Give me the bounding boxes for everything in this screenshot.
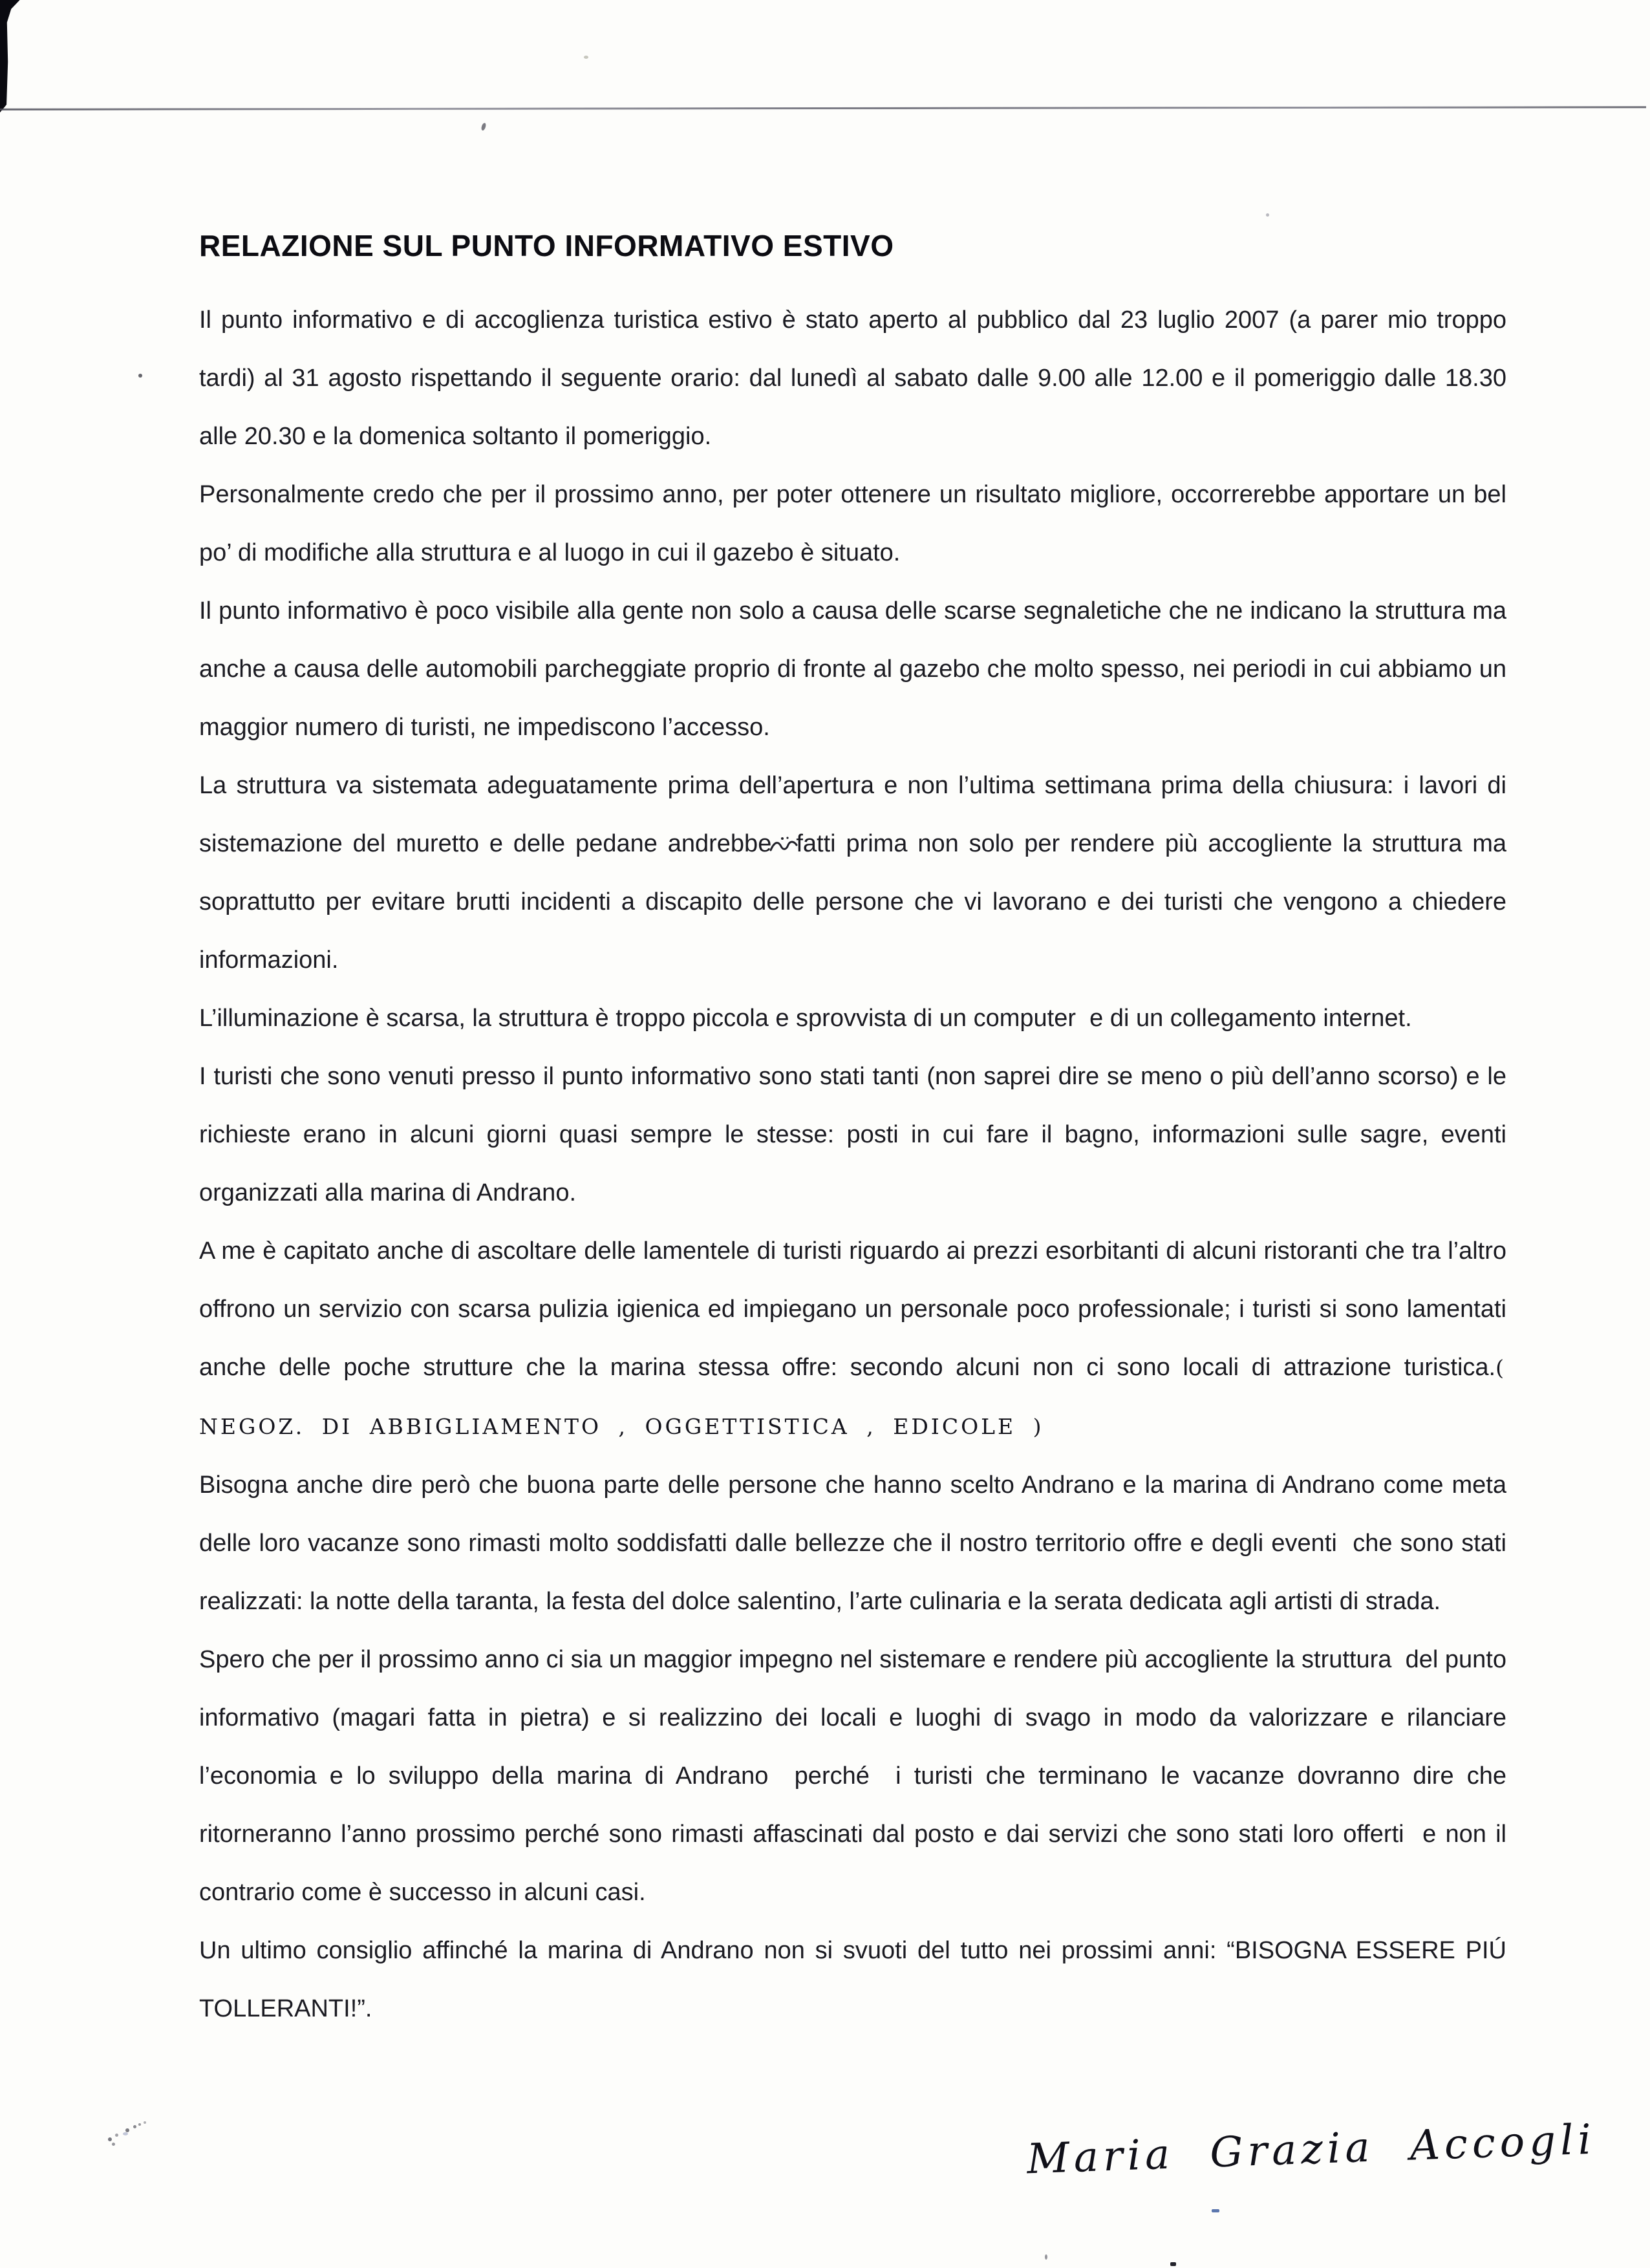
scan-speck [138, 2123, 141, 2126]
scan-speck [1212, 2209, 1219, 2212]
scan-speck [115, 2134, 118, 2137]
paragraph-complaints [199, 1222, 1524, 1456]
scan-speck [112, 2143, 115, 2146]
scan-artifact-top-line [0, 106, 1646, 111]
scan-speck [1170, 2262, 1176, 2266]
paragraph-visibility-issues: Il punto informativo è poco visibile alla gente non solo a causa delle scarse segnaletiche che ne indicano la struttura ma anche a causa delle automobili parcheggiate proprio di fronte al gazebo che molto spesso, nei periodi in cui abbiamo un maggior numero di turisti, ne impediscono l’accesso. [199, 597, 1514, 741]
scan-speck [123, 2132, 128, 2135]
document-body [199, 228, 1524, 2038]
signature-handwritten: Maria Grazia Accogli [1025, 2115, 1597, 2184]
scan-speck [138, 374, 142, 378]
scan-speck [584, 56, 588, 59]
scan-artifact-corner [0, 0, 23, 112]
scan-speck [480, 122, 486, 131]
scan-speck [133, 2125, 136, 2128]
paragraph-opening-hours: Il punto informativo e di accoglienza turistica estivo è stato aperto al pubblico dal 23 luglio 2007 (a parer mio troppo tardi) al 31 agosto rispettando il seguente orario: dal lunedì al sabato dalle 9.00 alle 12.00 e il pomeriggio dalle 18.30 alle 20.30 e la domenica soltanto il pomeriggio. [199, 306, 1514, 450]
paragraph-hopes-next-year: Spero che per il prossimo anno ci sia un maggior impegno nel sistemare e rendere più accogliente la struttura del punto informativo (magari fatta in pietra) e si realizzino dei locali e luoghi di svago in modo da valorizzare e rilanciare l’economia e lo sviluppo della marina di Andrano perché i turisti che terminano le vacanze dovranno dire che ritorneranno l’anno prossimo perché sono rimasti affascinati dal posto e dai servizi che sono stati loro offerti e non il contrario come è successo in alcuni casi. [199, 1646, 1514, 1906]
handwritten-note-shops: ( NEGOZ. DI ABBIGLIAMENTO , OGGETTISTICA , EDICOLE ) [199, 1355, 1524, 1439]
paragraph-maintenance-text-after: fatti prima non solo per rendere più accogliente la struttura ma soprattutto per evitare brutti incidenti a discapito delle persone che vi lavorano e dei turisti che vengono a chiedere informazioni. [199, 830, 1514, 974]
paragraph-satisfied-tourists: Bisogna anche dire però che buona parte delle persone che hanno scelto Andrano e la marina di Andrano come meta delle loro vacanze sono rimasti molto soddisfatti dalle bellezze che il nostro territorio offre e degli eventi che sono stati realizzati: la notte della taranta, la festa del dolce salentino, l’arte culinaria e la serata dedicata agli artisti di strada. [199, 1471, 1514, 1615]
paragraph-lighting-equipment: L’illuminazione è scarsa, la struttura è troppo piccola e sprovvista di un computer e di un collegamento internet. [199, 1005, 1412, 1032]
handwritten-correction-mark-icon [769, 836, 798, 855]
paragraph-maintenance [199, 756, 1514, 989]
scan-speck [1045, 2254, 1047, 2260]
scan-speck [108, 2137, 112, 2141]
scan-speck [144, 2121, 146, 2124]
paragraph-proposed-changes: Personalmente credo che per il prossimo anno, per poter ottenere un risultato migliore, occorrerebbe apportare un bel po’ di modifiche alla struttura e al luogo in cui il gazebo è situato. [199, 481, 1514, 566]
document-title: RELAZIONE SUL PUNTO INFORMATIVO ESTIVO [199, 229, 894, 262]
paragraph-complaints-typed-text: A me è capitato anche di ascoltare delle lamentele di turisti riguardo ai prezzi esorbitanti di alcuni ristoranti che tra l’altro offrono un servizio con scarsa pulizia igienica ed impiegano un personale poco professionale; i turisti si sono lamentati anche delle poche strutture che la marina stessa offre: secondo alcuni non ci sono locali di attrazione turistica. [199, 1237, 1514, 1381]
paragraph-maintenance-text-before: La struttura va sistemata adeguatamente prima dell’apertura e non l’ultima settimana prima della chiusura: i lavori di sistemazione del muretto e delle pedane andrebbe [199, 772, 1514, 857]
scan-speck [1266, 213, 1269, 217]
paragraph-tourist-requests: I turisti che sono venuti presso il punto informativo sono stati tanti (non saprei dire se meno o più dell’anno scorso) e le richieste erano in alcuni giorni quasi sempre le stesse: posti in cui fare il bagno, informazioni sulle sagre, eventi organizzati alla marina di Andrano. [199, 1063, 1514, 1206]
paragraph-final-advice: Un ultimo consiglio affinché la marina di Andrano non si svuoti del tutto nei prossimi anni: “BISOGNA ESSERE PIÚ TOLLERANTI!”. [199, 1937, 1513, 2022]
